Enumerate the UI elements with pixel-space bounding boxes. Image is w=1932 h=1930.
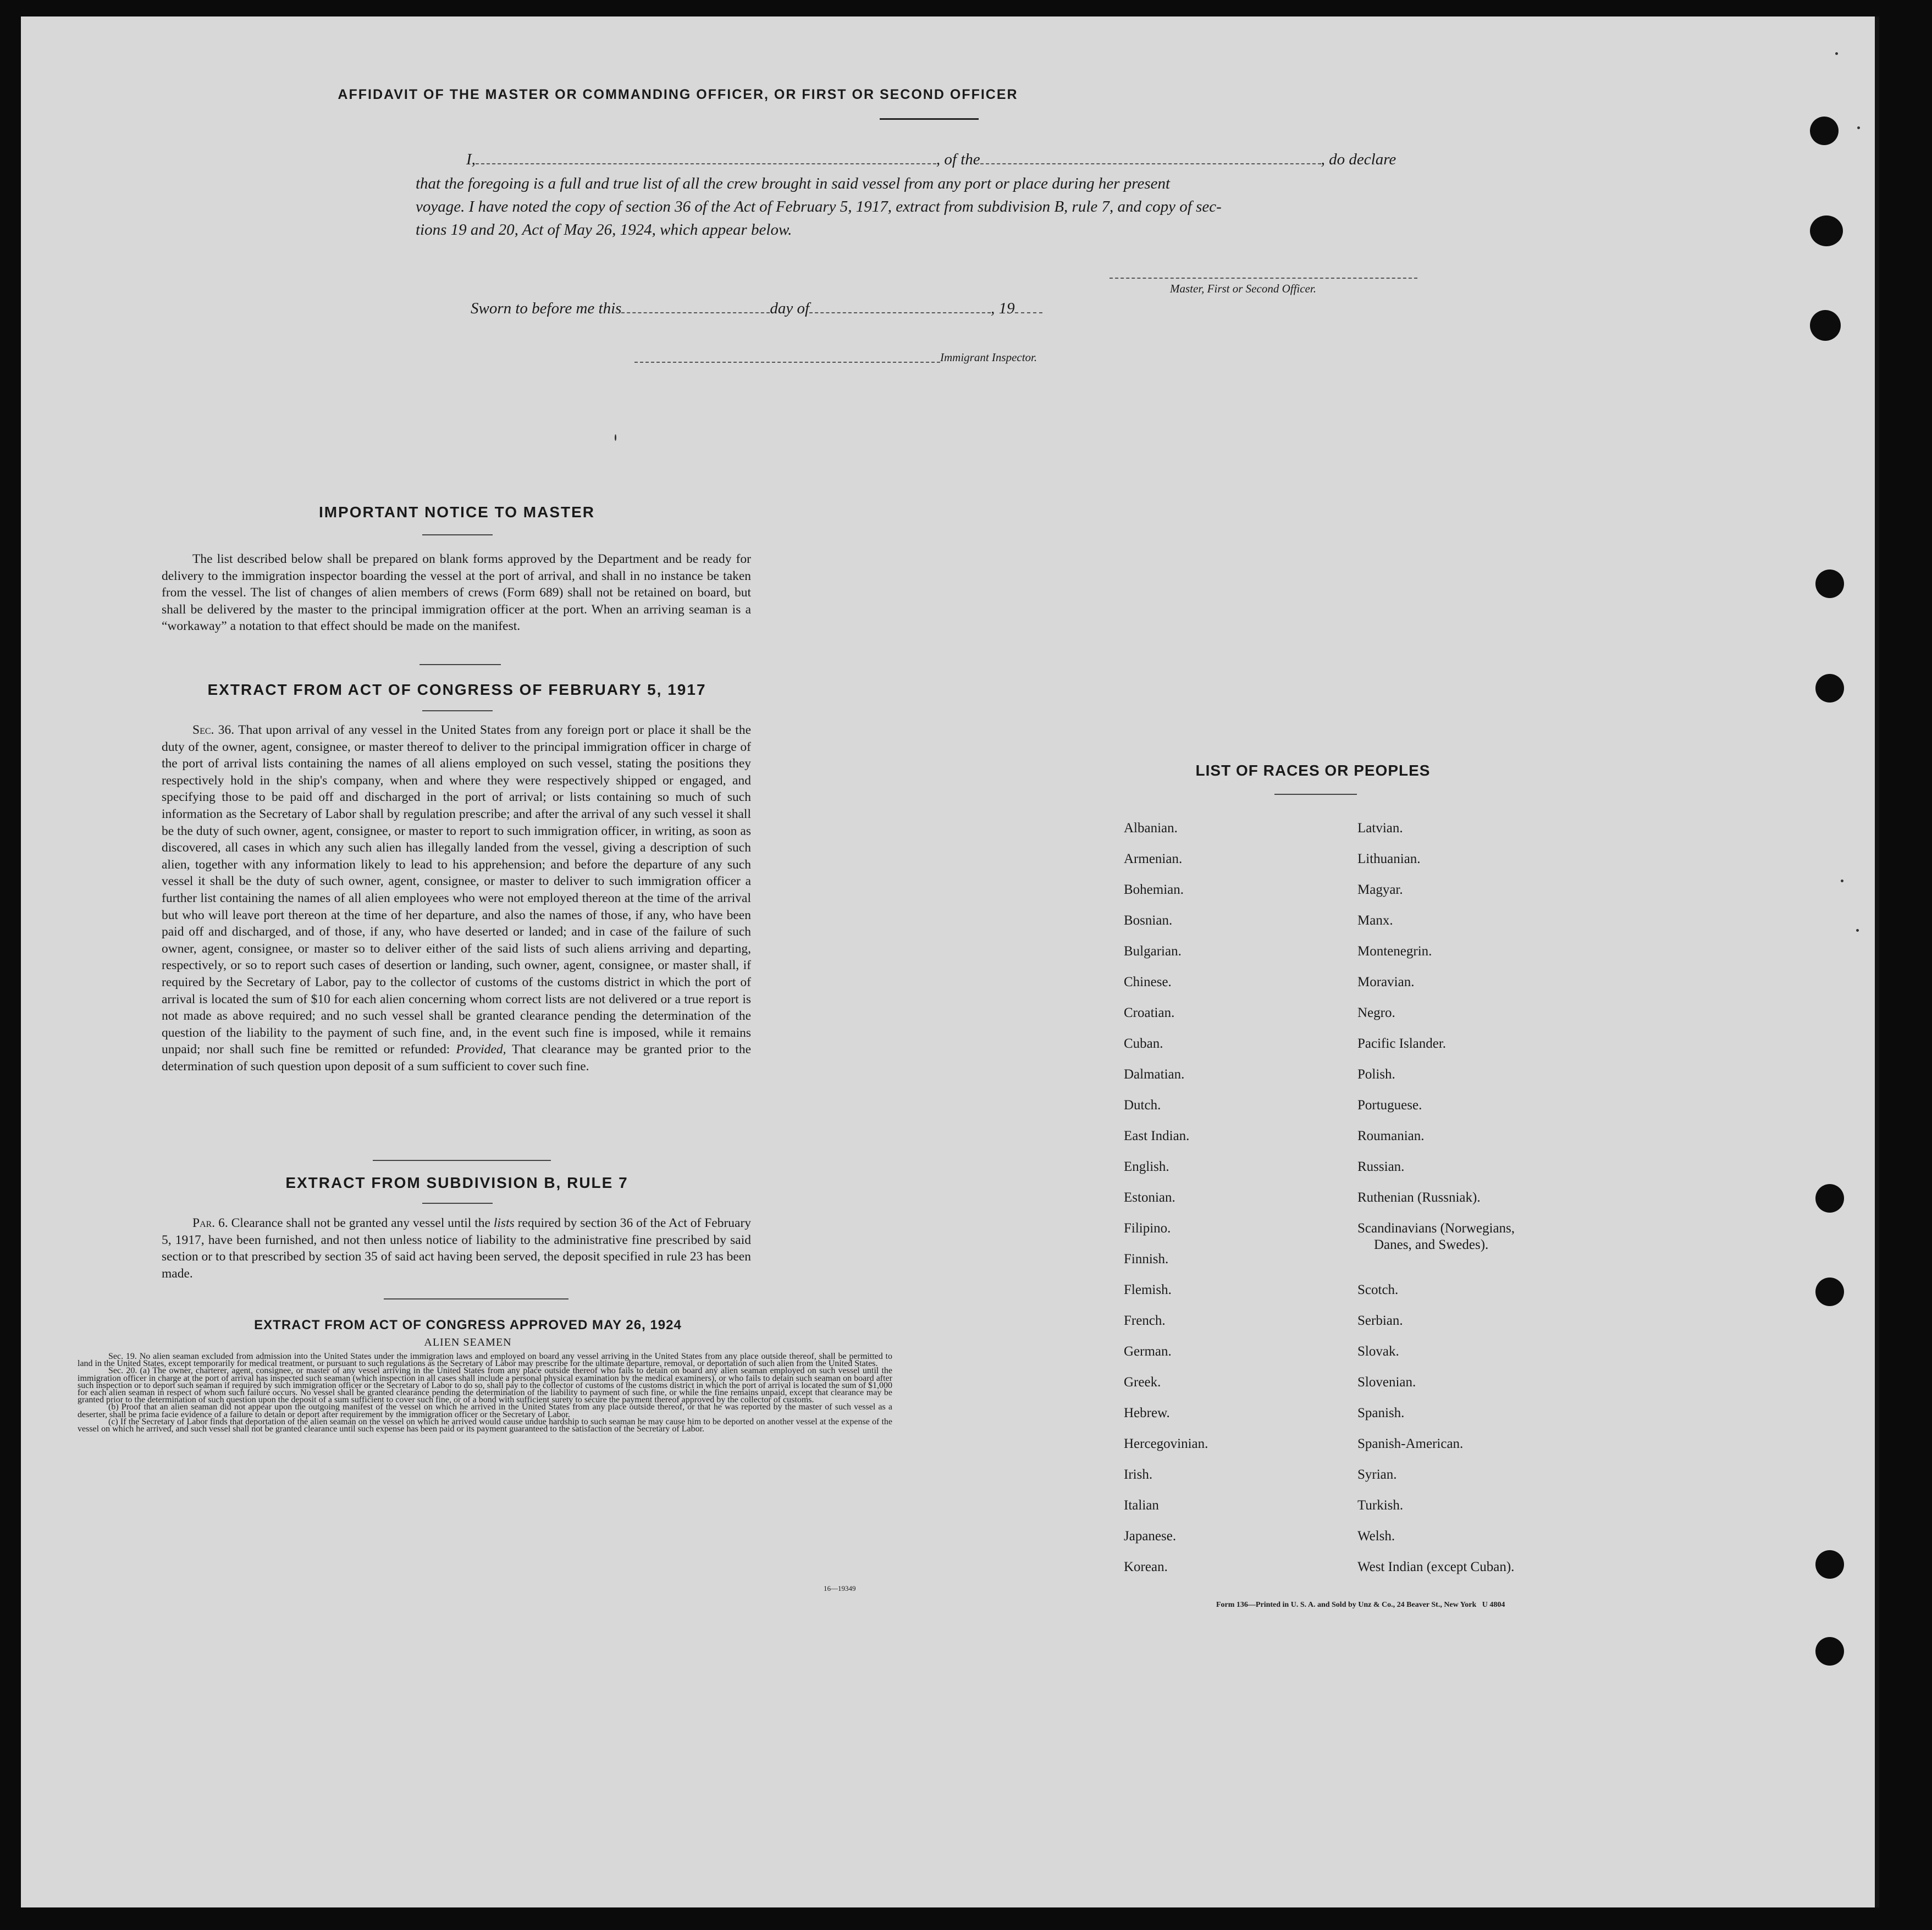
rule-7-heading-rule xyxy=(422,1203,493,1204)
section-divider xyxy=(384,1298,568,1299)
race-item: Dalmatian. xyxy=(1124,1067,1185,1082)
race-item: East Indian. xyxy=(1124,1129,1190,1143)
act-1924-text xyxy=(78,1353,892,1433)
race-item: Polish. xyxy=(1357,1067,1395,1082)
race-item: Hebrew. xyxy=(1124,1406,1170,1420)
sworn-year-blank xyxy=(1015,300,1042,313)
race-item: Syrian. xyxy=(1357,1467,1397,1482)
notice-heading: IMPORTANT NOTICE TO MASTER xyxy=(318,504,595,521)
vessel-blank xyxy=(980,151,1321,164)
sec-36-body: That upon arrival of any vessel in the United States from any foreign port or place it shall be the duty of the owner, agent, consignee, or master thereof to deliver to the principal immigration officer in charge of the port of arrival lists containing the names of all aliens employed on such vessel, stating the positions they respectively hold in the ship's company, when and where they were respectively shipped or engaged, and specifying those to be paid off and discharged in the port of arrival; or lists containing so much of such information as the Secretary of Labor shall by regulation prescribe; and after the arrival of any such vessel it shall be the duty of such owner, agent, consignee, or master to report to such immigration officer, in writing, as soon as discovered, all cases in which any such alien has illegally landed from the vessel, giving a description of such alien, together with any information likely to lead to his apprehension; and before the departure of any such vessel it shall be the duty of such owner, agent, consignee, or master to deliver to such immigration officer a further list containing the names of all alien employees who were not employed thereon at the time of the arrival but who will leave port thereon at the time of her departure, and also the names of those, if any, who have been paid off and discharged, and of those, if any, who have deserted or landed; and in case of the failure of such owner, agent, consignee, or master so to deliver either of the said lists of such aliens arriving and departing, respectively, or so to report such cases of desertion or landing, such owner, agent, consignee, or master shall, if required by the Secretary of Labor, pay to the collector of customs of the customs district in which the port of arrival is located the sum of $10 for each alien concerning whom correct lists are not delivered or a true report is not made as above required; and no such vessel shall be granted clearance pending the determination of the question of the liability to the payment of such fine, and, in the event such fine is imposed, while it remains unpaid; nor shall such fine be remitted or refunded: xyxy=(162,723,751,1057)
of-the-label: , of the xyxy=(936,151,980,168)
binder-hole xyxy=(1810,215,1843,246)
year-label: , 19 xyxy=(991,300,1015,317)
race-item: Japanese. xyxy=(1124,1529,1177,1544)
race-item: Ruthenian (Russniak). xyxy=(1357,1190,1481,1205)
sworn-month-blank xyxy=(809,300,991,313)
affidavit-line-4: tions 19 and 20, Act of May 26, 1924, which appear below. xyxy=(416,221,792,239)
race-item: Magyar. xyxy=(1357,882,1403,897)
race-item: Portuguese. xyxy=(1357,1098,1422,1113)
race-item-scandinavians xyxy=(1357,1220,1687,1282)
race-item: Latvian. xyxy=(1357,821,1403,836)
speck xyxy=(1835,52,1838,55)
act-1917-heading-rule xyxy=(422,710,493,711)
binder-hole xyxy=(1810,310,1841,341)
sworn-line xyxy=(471,300,1042,318)
race-item: Hercegovinian. xyxy=(1124,1436,1208,1451)
race-item: Bohemian. xyxy=(1124,882,1184,897)
race-item: Bulgarian. xyxy=(1124,944,1182,959)
form-footer: Form 136—Printed in U. S. A. and Sold by Unz & Co., 24 Beaver St., New York U 4804 xyxy=(1216,1601,1505,1609)
document-page xyxy=(21,16,1879,1907)
race-item: German. xyxy=(1124,1344,1172,1359)
binder-hole xyxy=(1815,1184,1844,1213)
binder-hole xyxy=(1810,117,1839,145)
provided-word: Provided, xyxy=(456,1042,506,1057)
rule-7-heading: EXTRACT FROM SUBDIVISION B, RULE 7 xyxy=(285,1174,628,1191)
race-item: Italian xyxy=(1124,1498,1159,1513)
sworn-day-blank xyxy=(621,300,770,313)
act-1924-heading: EXTRACT FROM ACT OF CONGRESS APPROVED MAY 26, 1924 xyxy=(254,1318,682,1332)
race-item: Irish. xyxy=(1124,1467,1153,1482)
binder-hole xyxy=(1815,1278,1844,1306)
race-item: Slovak. xyxy=(1357,1344,1399,1359)
race-item: West Indian (except Cuban). xyxy=(1357,1560,1515,1574)
page-edge-border xyxy=(1875,16,1879,1907)
rule-7-body-b: required by section 36 of the Act of February 5, 1917, have been furnished, and not then unless notice of liability to the administrative fine prescribed by said section or to that prescribed by section 35 of said act having been served, the deposit specified in rule 23 has been made. xyxy=(162,1216,752,1281)
race-item: Bosnian. xyxy=(1124,913,1173,928)
race-item: Chinese. xyxy=(1124,975,1172,989)
master-signature-line xyxy=(1109,278,1417,279)
race-item: Serbian. xyxy=(1357,1313,1403,1328)
sec-20c-paragraph: (c) If the Secretary of Labor finds that deportation of the alien seaman on the vessel on which he arrived would cause undue hardship to such seaman he may cause him to be deported on another vessel at the expense of the vessel on which he arrived, and such vessel shall not be granted clearance until such expense has been paid or its payment guaranteed to the satisfaction of the Secretary of Labor. xyxy=(78,1417,892,1434)
speck xyxy=(1856,929,1859,932)
notice-paragraph: The list described below shall be prepared on blank forms approved by the Department and be ready for delivery to the immigration inspector boarding the vessel at the port of arrival, and shall in no instance be taken from the vessel. The list of changes of alien members of crews (Form 689) shall not be retained on board, but shall be delivered by the master to the principal immigration officer at the port. When an arriving seaman is a “workaway” a notation to that effect should be made on the manifest. xyxy=(162,552,751,634)
races-heading-rule xyxy=(1274,794,1357,795)
speck xyxy=(1841,880,1843,882)
rule-7-text xyxy=(162,1215,751,1282)
race-item: Korean. xyxy=(1124,1560,1168,1574)
race-item: Moravian. xyxy=(1357,975,1415,989)
speck xyxy=(615,434,616,441)
binder-hole xyxy=(1815,1637,1844,1666)
sec-36-label: Sec. 36. xyxy=(192,723,235,737)
race-item-continued: Danes, and Swedes). xyxy=(1374,1237,1489,1252)
rule-7-body-a: Clearance shall not be granted any vessel until the xyxy=(231,1216,490,1230)
act-1917-heading: EXTRACT FROM ACT OF CONGRESS OF FEBRUARY 5, 1917 xyxy=(207,681,706,698)
affidavit-i-label: I, xyxy=(466,151,476,168)
binder-hole xyxy=(1815,569,1844,598)
race-item: Slovenian. xyxy=(1357,1375,1416,1390)
section-divider xyxy=(373,1160,551,1161)
race-item: Armenian. xyxy=(1124,851,1183,866)
inspector-label: Immigrant Inspector. xyxy=(940,351,1037,364)
do-declare-label: , do declare xyxy=(1321,151,1396,168)
race-item: Manx. xyxy=(1357,913,1393,928)
title-underline xyxy=(880,118,979,120)
binder-hole xyxy=(1815,674,1844,703)
race-item: Scotch. xyxy=(1357,1282,1399,1297)
race-item: Negro. xyxy=(1357,1005,1395,1020)
race-item: Finnish. xyxy=(1124,1252,1169,1267)
race-item: Pacific Islander. xyxy=(1357,1036,1447,1051)
race-item: Croatian. xyxy=(1124,1005,1175,1020)
race-item: Russian. xyxy=(1357,1159,1405,1174)
race-item: Turkish. xyxy=(1357,1498,1404,1513)
race-item: English. xyxy=(1124,1159,1169,1174)
sworn-label: Sworn to before me this xyxy=(471,300,622,317)
race-item: French. xyxy=(1124,1313,1166,1328)
race-item: Lithuanian. xyxy=(1357,851,1421,866)
affidavit-line-3: voyage. I have noted the copy of section 36 of the Act of February 5, 1917, extract from subdivision B, rule 7, and copy of sec- xyxy=(416,198,1222,215)
race-item: Cuban. xyxy=(1124,1036,1163,1051)
master-signature-label: Master, First or Second Officer. xyxy=(1170,282,1316,295)
section-divider xyxy=(419,664,501,665)
sec-19-paragraph: Sec. 19. No alien seaman excluded from admission into the United States under the immigration laws and employed on board any vessel arriving in the United States from any place outside thereof, shall be permitted to land in the United States, except temporarily for medical treatment, or pursuant to such regulations as the Secretary of Labor may prescribe for the ultimate departure, removal, or deportation of such alien from the United States. xyxy=(78,1352,892,1369)
races-heading: LIST OF RACES OR PEOPLES xyxy=(1195,762,1431,779)
race-item: Estonian. xyxy=(1124,1190,1175,1205)
par-6-label: Par. 6. xyxy=(192,1216,228,1230)
race-item: Montenegrin. xyxy=(1357,944,1432,959)
race-item: Scandinavians (Norwegians, xyxy=(1357,1221,1515,1236)
lists-word: lists xyxy=(493,1216,515,1230)
act-1917-text xyxy=(162,722,751,1075)
notice-text xyxy=(162,551,751,635)
affidavit-title: AFFIDAVIT OF THE MASTER OR COMMANDING OFFICER, OR FIRST OR SECOND OFFICER xyxy=(338,87,1018,102)
races-left-column xyxy=(1124,820,1344,1590)
sec-20b-paragraph: (b) Proof that an alien seaman did not appear upon the outgoing manifest of the vessel on which he arrived in the United States from any place outside thereof, or that he was reported by the master of such vessel as a deserter, shall be prima facie evidence of a failure to detain or deport after requirement by the immigration officer or the Secretary of Labor. xyxy=(78,1402,892,1419)
race-item: Dutch. xyxy=(1124,1098,1161,1113)
race-item: Roumanian. xyxy=(1357,1129,1425,1143)
race-item: Spanish. xyxy=(1357,1406,1405,1420)
race-item: Flemish. xyxy=(1124,1282,1172,1297)
race-item: Spanish-American. xyxy=(1357,1436,1464,1451)
affidavit-line-2: that the foregoing is a full and true list of all the crew brought in said vessel from any port or place during her present xyxy=(416,175,1171,192)
day-of-label: day of xyxy=(770,300,810,317)
races-right-column xyxy=(1357,820,1687,1590)
race-item: Albanian. xyxy=(1124,821,1178,836)
binder-hole xyxy=(1815,1550,1844,1579)
affidavit-line-1 xyxy=(466,151,1472,169)
notice-heading-rule xyxy=(422,534,493,535)
speck xyxy=(1857,126,1860,129)
print-code: 16—19349 xyxy=(824,1584,856,1592)
race-item: Greek. xyxy=(1124,1375,1161,1390)
alien-seamen-subheading: ALIEN SEAMEN xyxy=(424,1336,512,1348)
inspector-signature-line xyxy=(634,362,940,363)
race-item: Welsh. xyxy=(1357,1529,1395,1544)
name-blank xyxy=(476,151,936,164)
race-item: Filipino. xyxy=(1124,1221,1171,1236)
sec-20a-paragraph: Sec. 20. (a) The owner, charterer, agent, consignee, or master of any vessel arriving in the United States from any place outside thereof who fails to detain on board any alien seaman employed on such vessel until the immigration officer in charge at the port of arrival has inspected such seaman (which inspection in all cases shall include a personal physical examination by the medical examiners), or who fails to detain such seaman on board after such inspection or to deport such seaman if required by such immigration officer or the Secretary of Labor to do so, shall pay to the collector of customs of the customs district in which the port of arrival is located the sum of $1,000 for each alien seaman in respect of whom such failure occurs. No vessel shall be granted clearance pending the determination of the liability to payment of such fine, or while the fine remains unpaid, except that clearance may be granted prior to the determination of such question upon the deposit of a sum sufficient to cover such fine, or of a bond with sufficient surety to secure the payment thereof approved by the collector of customs. xyxy=(78,1366,892,1405)
sec-36-end: That clearance may be granted prior to the determination of such question upon deposit of a sum sufficient to cover such fine. xyxy=(162,1042,752,1074)
